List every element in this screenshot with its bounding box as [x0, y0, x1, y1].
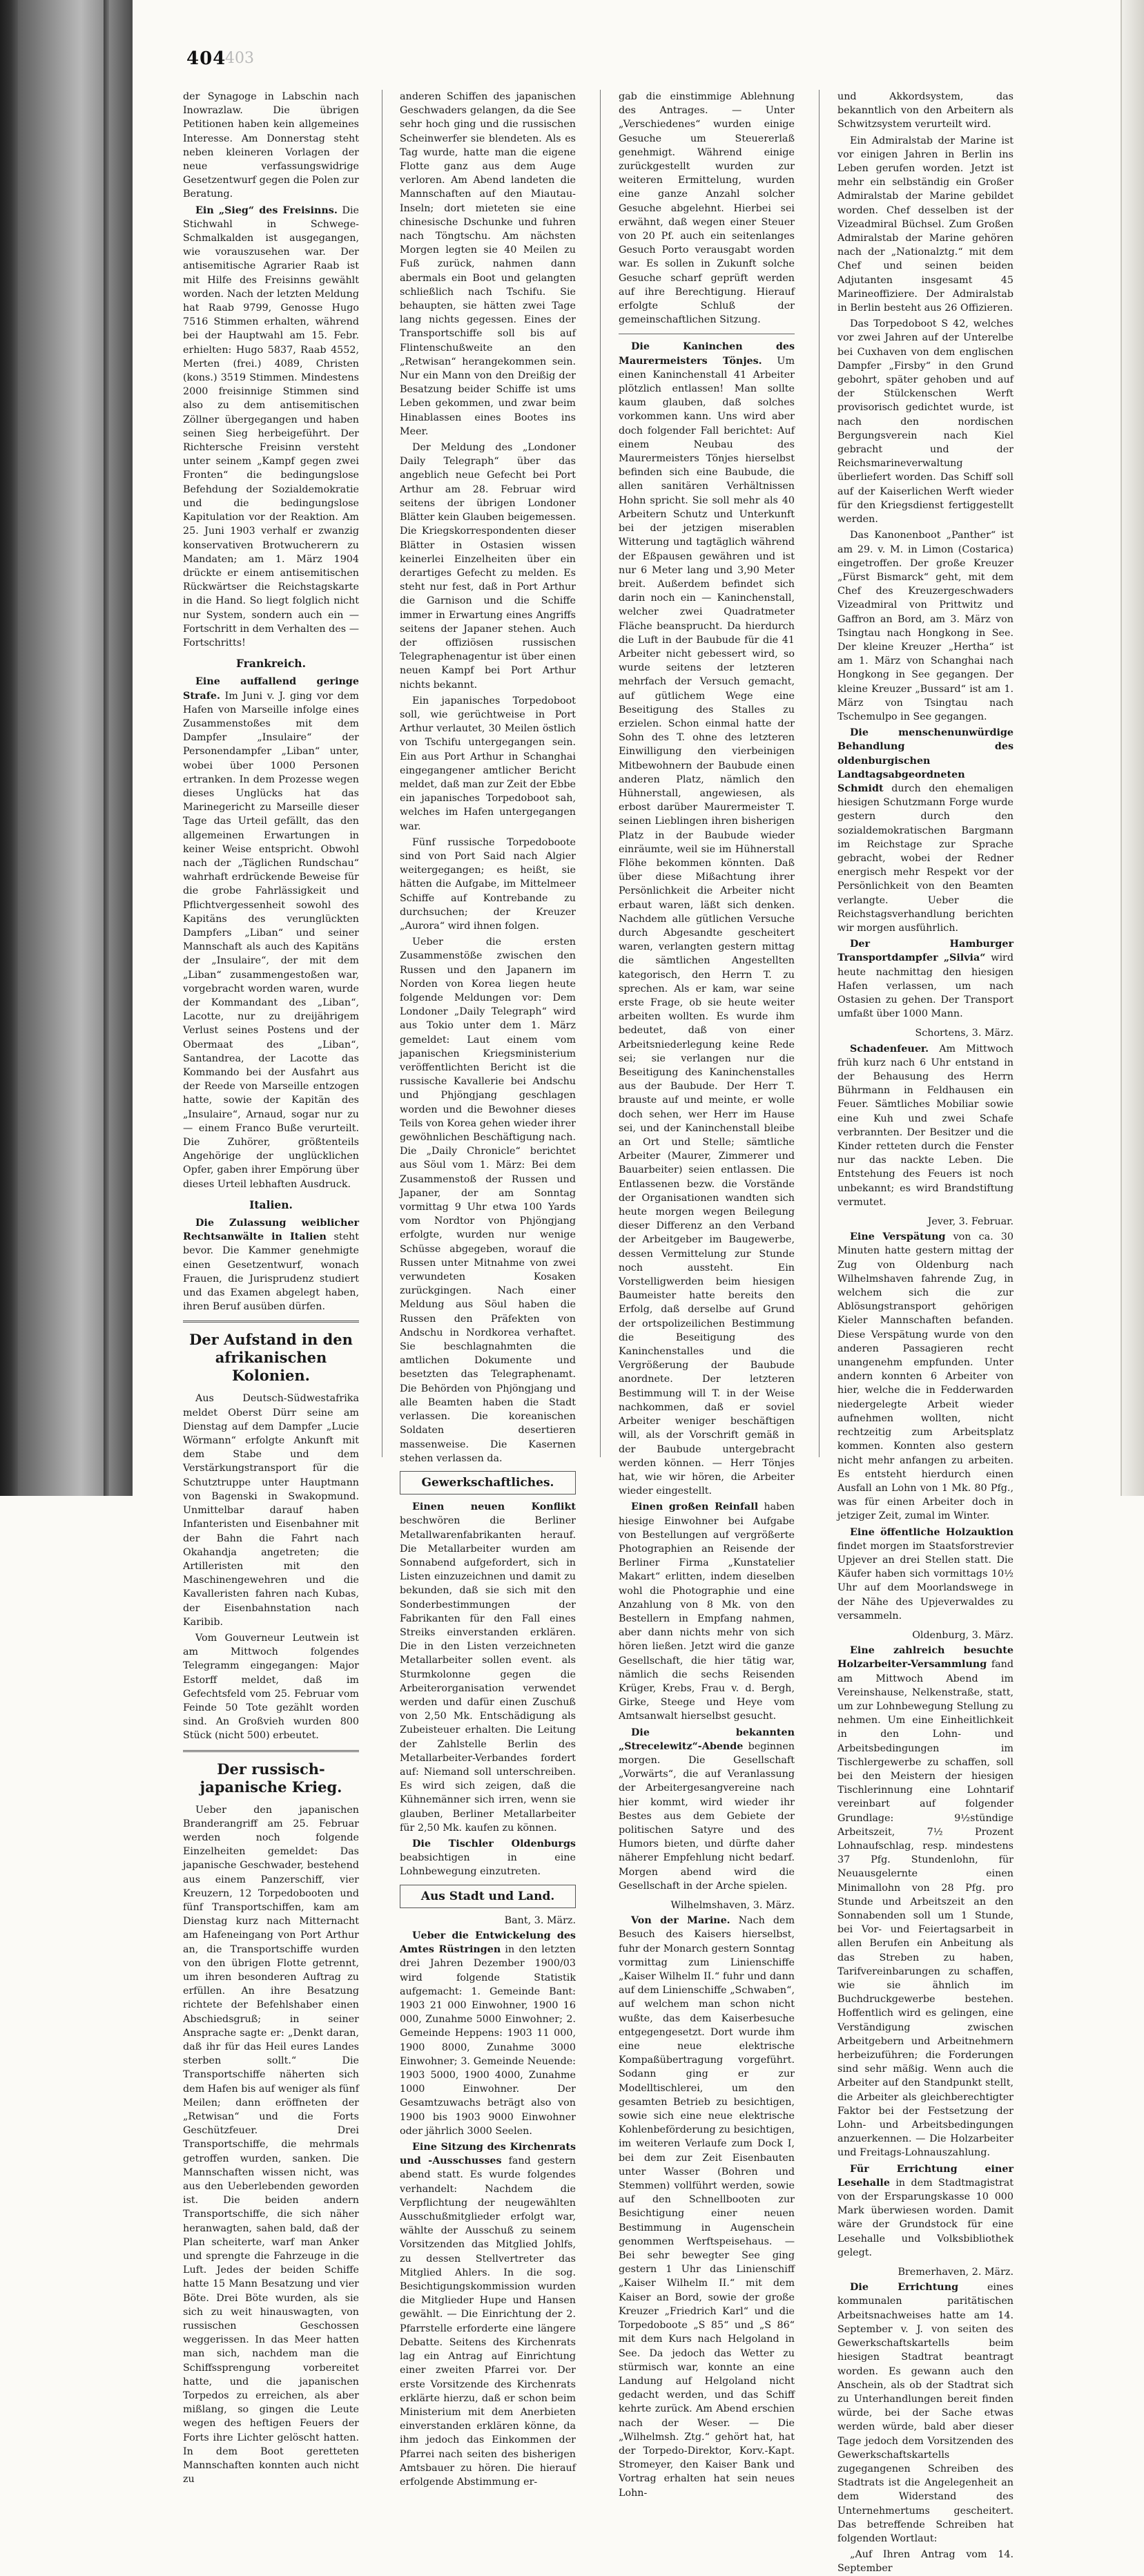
scan-edge-left [0, 0, 18, 1496]
newspaper-page [138, 28, 1101, 2575]
paragraph: Ein japanisches Torpedoboot soll, wie gerüchtweise in Port Arthur verlautet, 30 Meilen östlich von Tschifu untergegangen sein. Ein aus Port Arthur in Schanghai eingegangener amtlicher Bericht meldet, daß man zur Zeit der Ebbe ein japanisches Torpedoboot sah, welches im Hafen untergegangen war. [400, 695, 576, 832]
paragraph-body: beginnen morgen. Die Gesellschaft „Vorwärts“, die auf Veranlassung der Arbeitergesangvereine nach hier kommt, wird wieder ihr Bestes aus dem Gebiete der politischen Satyre und des Humors bieten, und dürfte daher näherer Empfehlung nicht bedarf. Morgen abend wird die Gesellschaft in der Arche spielen. [619, 1740, 795, 1892]
paragraph [837, 2280, 1014, 2546]
dateline: Oldenburg, 3. März. [912, 1629, 1014, 1641]
paragraph: Ueber die ersten Zusammenstöße zwischen den Russen und den Japanern im Norden von Korea liegen heute folgende Meldungen vor: Dem Londoner „Daily Telegraph“ wird aus Tokio unter dem 1. März gemeldet: Laut einem vom japanischen Kriegsministerium veröffentlichten Bericht ist die russische Kavallerie bei Andschu und Phjöngjang geschlagen worden und die Bewohner dieses Teils von Korea gehen wieder ihrer gewöhnlichen Beschäftigung nach. Die „Daily Chronicle“ berichtet aus Söul vom 1. März: Bei dem Zusammenstoß der Russen und Japaner, der am Sonntag vormittag 9 Uhr etwa 100 Yards vom Nordtor von Phjöngjang erfolgte, wurden nur wenige Schüsse abgegeben, worauf die Russen unter Mitnahme von zwei verwundeten Kosaken zurückgingen. Nach einer Meldung aus Söul haben die Russen den Präfekten von Andschu in Nordkorea verhaftet. Sie beschlagnahmten die amtlichen Dokumente und besetzten das Telegraphenamt. Die Behörden von Phjöngjang und alle Beamten haben die Stadt verlassen. Die koreanischen Soldaten desertieren massenweise. Die Kasernen stehen verlassen da. [400, 936, 576, 1464]
paragraph-lead: Für Errichtung einer Lesehalle [837, 2163, 1014, 2189]
paragraph-body: in den letzten drei Jahren Dezember 1900/03 wird folgende Statistik aufgemacht: 1. Gemeinde Bant: 1903 21 000 Einwohner, 1900 16 000, Zunahme 5000 Einwohner; 2. Gemeinde Heppens: 1903 11 000, 1900 8000, Zunahme 3000 Einwohner; 3. Gemeinde Neuende: 1903 5000, 1900 4000, Zunahme 1000 Einwohner. Der Gesamtzuwachs beträgt also von 1900 bis 1903 9000 Einwohner oder jährlich 3000 Seelen. [400, 1944, 576, 2137]
column-4 [837, 90, 1014, 2575]
paragraph-lead: Die Kaninchen des Maurermeisters Tönjes. [619, 341, 795, 367]
paragraph-lead: Ein „Sieg“ des Freisinns. [195, 204, 338, 216]
separator [183, 1750, 359, 1752]
binding-stripe [104, 0, 109, 1496]
column-rule [819, 90, 820, 1457]
paragraph-lead: Die Tischler Oldenburgs [412, 1838, 576, 1849]
section-heading: Frankreich. [236, 657, 306, 671]
paragraph [837, 937, 1014, 1021]
paragraph-body: eines kommunalen paritätischen Arbeitsnachweises hatte am 14. September v. J. von seiten des Gewerkschaftskartells beim hiesigen Stadtrat beantragt worden. Es gewann auch den Anschein, als ob der Stadtrat sich zu Unterhandlungen bereit finden würde, bei der Sache etwas werden würde, bald aber dieser Tage jedoch dem Vorsitzenden des Gewerkschaftskartells zugegangenen Schreiben des Stadtrats ist die Angelegenheit an dem Widerstand des Unternehmertums gescheitert. Das betreffende Schreiben hat folgenden Wortlaut: [837, 2282, 1014, 2544]
paragraph: Fünf russische Torpedoboote sind von Port Said nach Algier weitergegangen; es heißt, sie hätten die Aufgabe, im Mittelmeer Schiffe auf Kontrebande zu durchsuchen; der Kreuzer „Aurora“ wird ihnen folgen. [400, 836, 576, 932]
paragraph [619, 1726, 795, 1893]
paragraph [837, 2162, 1014, 2260]
paragraph: gab die einstimmige Ablehnung des Antrages. — Unter „Verschiedenes“ wurden einige Gesuche um Steuererlaß genehmigt. Während einige zurückgestellt wurden zur weiteren Ermittelung, wurden eine ganze Anzahl solcher Gesuche abgelehnt. Hierbei sei erwähnt, daß wegen einer Steuer von 20 Pf. auch ein seitenlanges Gesuch Porto verausgabt worden war. Es sollen in Zukunft solche Gesuche scharf geprüft werden auf ihre Berechtigung. Hierauf erfolgte Schluß der gemeinschaftlichen Sitzung. [619, 91, 795, 326]
paragraph-lead: Eine Verspätung [850, 1231, 946, 1243]
paragraph: Das Torpedoboot S 42, welches vor zwei Jahren auf der Unterelbe bei Cuxhaven von dem englischen Dampfer „Firsby“ in den Grund gebohrt, später gehoben und auf der Stülckenschen Werft provisorisch gedichtet wurde, ist nach den nordischen Bergungsverein nach Kiel gebracht und der Reichsmarineverwaltung überliefert worden. Das Schiff soll auf der Kaiserlichen Werft wieder für den Kriegsdienst fertiggestellt werden. [837, 318, 1014, 526]
paragraph-lead: Eine öffentliche Holzauktion [850, 1526, 1014, 1538]
dateline: Jever, 3. Februar. [927, 1216, 1014, 1228]
paragraph-lead: Die Errichtung [850, 2282, 959, 2294]
paragraph [400, 1500, 576, 1835]
paragraph: Vom Gouverneur Leutwein ist am Mittwoch folgendes Telegramm eingegangen: Major Estorff meldet, daß im Gefechtsfeld vom 25. Februar vom Feinde 50 Tote gezählt worden sind. An Großvieh wurden 800 Stück (nicht 500) erbeutet. [183, 1632, 359, 1742]
paragraph-lead: Einen neuen Konflikt [412, 1501, 576, 1513]
scan-edge-right [1121, 0, 1144, 1496]
paragraph-lead: Von der Marine. [631, 1915, 730, 1927]
paragraph-lead: Eine Sitzung des Kirchenrats und -Ausschusses [400, 2142, 576, 2167]
paragraph-body: Im Juni v. J. ging vor dem Hafen von Marseille infolge eines Zusammenstoßes mit dem Dampfer „Insulaire“ der Personendampfer „Liban“ unter, wobei über 1000 Personen ertranken. In dem Prozesse wegen dieses Unglücks hat das Marinegericht zu Marseille dieser Tage das Urteil gefällt, das den allgemeinen Erwartungen in keiner Weise entspricht. Obwohl nach der „Täglichen Rundschau“ wahrhaft erdrückende Beweise für die grobe Fahrlässigkeit und Pflichtvergessenheit sowohl des Kapitäns des verunglückten Dampfers „Liban“ und seiner Mannschaft als auch des Kapitäns der „Insulaire“, der mit dem „Liban“ zusammengestoßen war, vorgebracht worden waren, wurde der Kommandant des „Liban“, Lacotte, nur zu dreijährigem Verlust seines Postens und der Obermaat des „Liban“, Santandrea, der Lacotte das Kommando bei der Ausfahrt aus der Reede von Marseille entzogen hatte, sowie der Kapitän des „Insulaire“, Arnaud, sogar nur zu — einem Franco Buße verurteilt. Die Zuhörer, größtenteils Angehörige der unglücklichen Opfer, gaben ihrer Empörung über dieses Urteil lebhaften Ausdruck. [183, 690, 359, 1190]
section-box-heading: Aus Stadt und Land. [400, 1885, 576, 1908]
paragraph [837, 1042, 1014, 1209]
separator [183, 1320, 359, 1323]
section-box-heading: Gewerkschaftliches. [400, 1471, 576, 1494]
dateline: Bant, 3. März. [504, 1914, 576, 1926]
paragraph [837, 1230, 1014, 1523]
section-heading: Italien. [249, 1198, 293, 1211]
paragraph-lead: Schadenfeuer. [850, 1043, 929, 1055]
paragraph [619, 340, 795, 1498]
paragraph [837, 1526, 1014, 1623]
paragraph-body: Die Stichwahl in Schwege-Schmalkalden ist ausgegangen, wie vorauszusehen war. Der antisemitische Agrarier Raab ist mit Hilfe des Freisinns gewählt worden. Nach der letzten Meldung hat Raab 9799, Genosse Hugo 7516 Stimmen erhalten, während bei der Hauptwahl am 15. Febr. erhielten: Hugo 5837, Raab 4552, Merten (frei.) 4089, Christen (kons.) 3519 Stimmen. Mindestens 2000 freisinnige Stimmen sind also zu dem antisemitischen Zöllner übergegangen und haben seinen Sieg herbeigeführt. Der Richtersche Freisinn versteht unter seinem „Kampf gegen zwei Fronten“ die bedingungslose Befehdung der Sozialdemokratie und die bedingungslose Kapitulation vor der Reaktion. Am 25. Juni 1903 verhalf er zwanzig konservativen Brotwucherern zu Mandaten; am 1. März 1904 drückte er einem antisemitischen Rückwärtser die Reichstagskarte in die Hand. So liegt folglich nicht nur System, sondern auch ein — Fortschritt in dem Verhalten des — Fortschritts! [183, 204, 359, 648]
page-number: 404 [186, 48, 226, 69]
paragraph-lead: Die Zulassung weiblicher Rechtsanwälte in Italien [183, 1218, 359, 1243]
paragraph [183, 675, 359, 1191]
dateline: Schortens, 3. März. [915, 1028, 1014, 1039]
paragraph-body: wird heute nachmittag den hiesigen Hafen verlassen, um nach Ostasien zu gehen. Der Transport umfaßt über 1000 Mann. [837, 952, 1014, 1020]
paragraph: Der Meldung des „Londoner Daily Telegraph“ über das angeblich neue Gefecht bei Port Arthur am 28. Februar wird seitens der übrigen Londoner Blätter kein Glauben beigemessen. Die Kriegskorrespondenten dieser Blätter in Ostasien wissen keinerlei Einzelheiten über ein derartiges Gefecht zu melden. Es steht nur fest, daß in Port Arthur die Garnison und die Schiffe immer in Erwartung eines Angriffs seitens der Japaner stehen. Auch der offiziösen russischen Telegraphenagentur ist über einen neuen Kampf bei Port Arthur nichts bekannt. [400, 442, 576, 691]
paragraph-lead: Die bekannten „Strecelewitz“-Abende [619, 1727, 795, 1752]
paragraph [400, 1837, 576, 1879]
paragraph [183, 1216, 359, 1314]
paragraph: anderen Schiffen des japanischen Geschwaders gelangen, da die See sehr hoch ging und die russischen Scheinwerfer sie blendeten. Als es Tag wurde, hatte man die eigene Flotte ganz aus dem Auge verloren. Am Abend landeten die Mannschaften auf den Miautau-Inseln; dort mieteten sie eine chinesische Dschunke und fuhren nach Töngtschu. Am nächsten Morgen legten sie 40 Meilen zu Fuß zurück, nahmen dann abermals ein Boot und gelangten schließlich nach Tschifu. Sie behaupten, sie hätten zwei Tage lang nichts gegessen. Eines der Transportschiffe soll bis auf Flintenschußweite an den „Retwisan“ herangekommen sein. Nur ein Mann von den Dreißig der Besatzung beider Schiffe ist ums Leben gekommen, und zwar beim Hinablassen eines Bootes ins Meer. [400, 91, 576, 437]
column-rule [600, 90, 601, 1457]
paragraph-body: steht bevor. Die Kammer genehmigte einen Gesetzentwurf, wonach Frauen, die Jurisprudenz studiert und das Examen abgelegt haben, ihren Beruf ausüben dürfen. [183, 1231, 360, 1313]
paragraph: Ueber den japanischen Branderangriff am 25. Februar werden noch folgende Einzelheiten gemeldet: Das japanische Geschwader, bestehend aus einem Panzerschiff, vier Kreuzern, 12 Torpedobooten und fünf Transportschiffen, kam am Dienstag kurz nach Mitternacht am Hafeneingang von Port Arthur an, die Transportschiffe wurden von den übrigen Flotte getrennt, um ihren besonderen Auftrag zu erfüllen. An ihre Besatzung richtete der Befehlshaber einen Abschiedsgruß; in seiner Ansprache sagte er: „Denkt daran, daß ihr für das Heil eures Landes sterben sollt.“ Die Transportschiffe näherten sich dem Hafen bis auf weniger als fünf Meilen; dann eröffneten der „Retwisan“ und die Forts Geschützfeuer. Drei Transportschiffe, die mehrmals getroffen wurden, sanken. Die Mannschaften wissen nicht, was aus den Ueberlebenden geworden ist. Die beiden andern Transportschiffe, die sich näher heranwagten, sahen bald, daß der Plan scheiterte, warf man Anker und sprengte die Fahrzeuge in die Luft. Jedes der beiden Schiffe hatte 15 Mann Besatzung und vier Böte. Drei Böte wurden, als sie sich zu weit hinauswagten, von russischen Geschossen weggerissen. In das Meer hatten man sich, nachdem man die Schiffssprengung vorbereitet hatte, und die japanischen Torpedos zu erreichen, als aber mißlang, so gingen die Leute wegen des heftigen Feuers der Forts ihre Lichter gelöscht hatten. In dem Boot geretteten Mannschaften konnten auch nicht zu [183, 1804, 359, 2486]
paragraph-lead: Ueber die Entwickelung des Amtes Rüstringen [400, 1930, 576, 1956]
paragraph-body: haben hiesige Einwohner bei Aufgabe von Bestellungen auf vergrößerte Photographien an Reisende der Berliner Firma „Kunstatelier Makart“ erlitten, indem dieselben wohl die Photographie und eine Anzahlung von 8 Mk. von den Bestellern in Empfang nahmen, aber dann nichts mehr von sich hören ließen. Jetzt wird die ganze Gesellschaft, die hier tätig war, nämlich die sechs Reisenden Krüger, Krebs, Frau v. d. Bergh, Girke, Steege und Heye vom Amtsanwalt hierselbst gesucht. [619, 1501, 795, 1722]
paragraph: Das Kanonenboot „Panther“ ist am 29. v. M. in Limon (Costarica) eingetroffen. Der große Kreuzer „Fürst Bismarck“ geht, mit dem Chef des Kreuzergeschwaders Vizeadmiral von Prittwitz und Gaffron an Bord, am 3. März von Tsingtau nach Hongkong in See. Der kleine Kreuzer „Hertha“ ist am 1. März von Schanghai nach Hongkong in See gegangen. Der kleine Kreuzer „Bussard“ ist am 1. März von Tsingtau nach Tschemulpo in See gegangen. [837, 530, 1014, 722]
paragraph-lead: Eine auffallend geringe Strafe. [183, 676, 359, 702]
paragraph: Ein Admiralstab der Marine ist vor einigen Jahren in Berlin ins Leben gerufen worden. Jetzt ist mehr ein selbständig ein Großer Admiralstab der Marine gebildet worden. Chef desselben ist der Vizeadmiral Büchsel. Zum Großen Admiralstab der Marine gehören nach der „Nationalztg.“ mit dem Chef und seinen beiden Adjutanten insgesamt 45 Marineoffiziere. Der Admiralstab in Berlin besteht aus 26 Offizieren. [837, 135, 1014, 314]
paragraph-body: in dem Stadtmagistrat von der Ersparungskasse 10 000 Mark überwiesen worden. Damit wäre der Grundstock für eine Lesehalle und Volksbibliothek gelegt. [837, 2177, 1014, 2258]
paragraph [619, 1500, 795, 1723]
paragraph [619, 1914, 795, 2500]
paragraph-body: von ca. 30 Minuten hatte gestern mittag der Zug von Oldenburg nach Wilhelmshaven fahrende Zug, in welchem sich die zur Ablösungstransport gehörigen Kieler Mannschaften befanden. Diese Verspätung wurde von den anderen Passagieren recht unangenehm empfunden. Unter andern konnten 6 Arbeiter von hier, welche die in Fedderwarden niedergelegte Arbeit wieder aufnehmen wollten, nicht rechtzeitig zum Arbeitsplatz kommen. Konnten also gestern nicht mehr anfangen zu arbeiten. Es entsteht hierdurch einen Ausfall an Lohn von 1 Mk. 80 Pfg., was für einen Arbeiter doch in jetziger Zeit, zumal im Winter. [837, 1231, 1014, 1522]
paragraph [837, 1644, 1014, 2160]
paragraph-lead: Einen großen Reinfall [631, 1501, 759, 1513]
paragraph: der Synagoge in Labschin nach Inowrazlaw. Die übrigen Petitionen haben kein allgemeines Interesse. Am Donnerstag steht neben kleineren Vorlagen der neue verfassungswidrige Gesetzentwurf gegen die Polen zur Beratung. [183, 91, 359, 200]
paragraph [183, 204, 359, 651]
paragraph: „Auf Ihren Antrag vom 14. September [837, 2549, 1014, 2575]
paragraph-body: fand am Mittwoch Abend im Vereinshause, Nelkenstraße, statt, um zur Lohnbewegung Stellung zu nehmen. Um eine Einheitlichkeit in den Lohn- und Arbeitsbedingungen im Tischlergewerbe zu schaffen, soll bei den Meistern der hiesigen Tischlerinnung eine Lohntarif vereinbart auf folgender Grundlage: 9½stündige Arbeitszeit, 7½ Prozent Lohnaufschlag, resp. mindestens 37 Pfg. Stundenlohn, für Neuausgelernte einen Minimallohn von 28 Pfg. pro Stunde und Arbeitszeit an den Sonnabenden soll um 1 Stunde, bei Vor- und Feiertagsarbeit in allen Berufen ein Anbeitung als das Streben zu haben, Tarifvereinbarungen zu schaffen, wie sie ähnlich im Buchdruckgewerbe bestehen. Hoffentlich wird es gelingen, eine Verständigung zwischen Arbeitgebern und Arbeitnehmern herbeizuführen; die Forderungen sind sehr mäßig. Wenn auch die Arbeiter auf den Standpunkt stellt, die Arbeiter als gleichberechtigter Faktor bei der Festsetzung der Lohn- und Arbeitsbedingungen anzuerkennen. — Die Holzarbeiter und Freitags-Lohnauszahlung. [837, 1659, 1014, 2159]
paragraph-lead: Eine zahlreich besuchte Holzarbeiter-Versammlung [837, 1645, 1014, 1671]
column-2 [400, 90, 576, 2488]
paragraph [400, 1929, 576, 2138]
paragraph-lead: Der Hamburger Transportdampfer „Silvia“ [837, 939, 1014, 964]
headline: Der Aufstand in den afrikanischen Kolonien. [189, 1331, 353, 1385]
paragraph-body: Am Mittwoch früh kurz nach 6 Uhr entstand in der Behausung des Herrn Bührmann in Feldhausen ein Feuer. Sämtliches Mobiliar sowie eine Kuh und zwei Schafe verbrannten. Der Besitzer und die Kinder retteten durch die Fenster nur das nackte Leben. Die Entstehung des Feuers ist noch unbekannt; es wird Brandstiftung vermutet. [837, 1043, 1014, 1208]
paragraph [837, 726, 1014, 935]
faint-page-mark: 403 [225, 50, 254, 67]
paragraph-body: beabsichtigen in eine Lohnbewegung einzutreten. [400, 1852, 576, 1878]
paragraph-body: fand gestern abend statt. Es wurde folgendes verhandelt: Nachdem die Verpflichtung der neugewählten Ausschußmitglieder erfolgt war, wählte der Ausschuß zu seinem Vorsitzenden das Mitglied Johlfs, zu dessen Stellvertreter das Mitglied Ahlers. In die sog. Besichtigungskommission wurden die Mitglieder Hupe und Hansen gewählt. — Die Einrichtung der 2. Pfarrstelle erforderte eine längere Debatte. Seitens des Kirchenrats lag ein Antrag auf Einrichtung einer zweiten Pfarrei vor. Der erste Vorsitzende des Kirchenrats erklärte hierzu, daß er schon beim Ministerium mit dem Anerbieten einverstanden erklären könne, da ihm jedoch das Einkommen der Pfarrei nach seiten des bisherigen Amtsbauer zu hören. Die hierauf erfolgende Abstimmung er- [400, 2155, 576, 2488]
headline: Der russisch-japanische Krieg. [200, 1760, 342, 1796]
column-1 [183, 90, 360, 2486]
paragraph-body: Nach dem Besuch des Kaisers hierselbst, fuhr der Monarch gestern Sonntag vormittag zum Linienschiffe „Kaiser Wilhelm II.“ fuhr und dann auf dem Linienschiffe „Schwaben“, auf welchem man schon nicht wußte, das dem Kaiserbesuche entgegengesetzt. Dort wurde ihm eine neue elektrische Kompaßübertragung vorgeführt. Sodann ging er zur Modelltischlerei, um den gesamten Betrieb zu besichtigen, sowie sich eine neue elektrische Kohlenbeförderung zu besichtigen, im weiteren Verlaufe zum Dock I, bei dem zur Zeit Eisenbauten unter Wasser (Bohren und Stemmen) vollführt werden, sowie auf den Schnellbooten zur Besichtigung einer neuen Bestimmung in Augenschein genommen Werftspeisehaus. — Bei sehr bewegter See ging gestern 1 Uhr das Linienschiff „Kaiser Wilhelm II.“ mit dem Kaiser an Bord, sowie der große Kreuzer „Friedrich Karl“ und die Torpedoboote „S 85“ und „S 86“ mit dem Kurs nach Helgoland in See. Da jedoch das Wetter zu stürmisch war, konnte an eine Landung auf Helgoland nicht gedacht werden, und das Schiff kehrte zurück. Am Abend erschien nach der Weser. — Die „Wilhelmsh. Ztg.“ gehört hat, hat der Torpedo-Direktor, Korv.-Kapt. Stromeyer, den Kaiser Bank und Vortrag erhalten hat sein neues Lohn- [619, 1915, 795, 2499]
dateline: Wilhelmshaven, 3. März. [670, 1900, 795, 1911]
column-3 [619, 90, 795, 2499]
paragraph-body: Um einen Kaninchenstall 41 Arbeiter plötzlich entlassen! Man sollte kaum glauben, daß solches vorkommen kann. Uns wird aber doch folgender Fall berichtet: Auf einem Neubau des Maurermeisters Tönjes hierselbst befinden sich eine Baubude, die allen sanitären Verhältnissen Hohn spricht. Sie soll mehr als 40 Arbeitern Schutz und Unterkunft bei der jetzigen miserablen Witterung und tagtäglich während der Eßpausen gewähren und ist nur 6 Meter lang und 3,90 Meter breit. Außerdem befindet sich darin noch ein — Kaninchenstall, welcher zwei Quadratmeter Fläche beansprucht. Da hierdurch die Luft in der Baubude für die 41 Arbeiter nicht gebessert wird, so wurde seitens der letzteren mehrfach der Versuch gemacht, auf gütlichem Wege eine Beseitigung des Stalles zu erzielen. Schon einmal hatte der Sohn des T. ohne des letzteren Einwilligung den vierbeinigen Mitbewohnern der Baubude einen anderen Platz, nämlich den Hühnerstall, angewiesen, als erbost darüber Maurermeister T. seinen Lieblingen ihren bisherigen Platz in der Baubude wieder einräumte, weil sie im Hühnerstall Flöhe bekommen könnten. Daß über diese Mißachtung ihrer Persönlichkeit die Arbeiter nicht erbaut waren, läßt sich denken. Nachdem alle gütlichen Versuche durch Abgesandte gescheitert waren, verlangten gestern mittag die sämtlichen Angestellten kategorisch, den Herrn T. zu sprechen. Als er kam, war seine erste Frage, ob sie heute weiter arbeiten wollten. Es wurde ihm bedeutet, daß von einer Arbeitsniederlegung keine Rede sei; sie verlangen nur die Beseitigung des Kaninchenstalles aus der Baubude. Der Herr T. brauste auf und meinte, er wolle doch sehen, wer Herr im Hause sei, und der Kaninchenstall bleibe an Ort und Stelle; sämtliche Arbeiter (Maurer, Zimmerer und Bauarbeiter) seien entlassen. Die Entlassenen bezw. die Vorstände der Organisationen wandten sich heute morgen wegen Beilegung dieser Differenz an den Verband der Arbeitgeber im Baugewerbe, dessen Vermittelung zur Stunde noch aussteht. Ein Vorstelligwerden beim hiesigen Baumeister hatte bereits den Erfolg, daß derselbe auf Grund der ortspolizeilichen Bestimmung die Beseitigung des Kaninchenstalles und die Vergrößerung der Baubude anordnete. Der letzteren Bestimmung will T. in der Weise nachkommen, daß er soviel Arbeiter weniger beschäftigen will, als der Vorschrift gemäß in der Baubude untergebracht werden können. — Herr Tönjes hat, wie wir hören, die Arbeiter wieder eingestellt. [619, 355, 795, 1497]
dateline: Bremerhaven, 2. März. [898, 2267, 1014, 2278]
paragraph: Aus Deutsch-Südwestafrika meldet Oberst Dürr seine am Dienstag auf dem Dampfer „Lucie Wörmann“ erfolgte Ankunft mit dem Stabe und dem Verstärkungstransport für die Schutztruppe unter Hauptmann von Bagenski in Swakopmund. Unmittelbar darauf haben Infanteristen und Eisenbahner mit der Bahn die Fahrt nach Okahandja angetreten; die Artilleristen mit den Maschinengewehren und die Kavalleristen fahren nach Kubas, der Eisenbahnstation nach Karibib. [183, 1393, 359, 1628]
book-binding [18, 0, 133, 1496]
paragraph [400, 2140, 576, 2489]
paragraph: und Akkordsystem, das bekanntlich von den Arbeitern als Schwitzsystem verurteilt wird. [837, 91, 1014, 131]
paragraph-body: durch den ehemaligen hiesigen Schutzmann Forge wurde gestern durch den sozialdemokratischen Bargmann im Reichstage zur Sprache gebracht, wobei der Redner energisch mehr Respekt vor der Persönlichkeit von den Beamten verlangte. Ueber die Reichstagsverhandlung berichten wir morgen ausführlich. [837, 782, 1014, 934]
paragraph-body: findet morgen im Staatsforstrevier Upjever an drei Stellen statt. Die Käufer haben sich vormittags 10½ Uhr auf dem Moorlandswege in der Nähe des Upjeverwaldes zu versammeln. [837, 1540, 1014, 1622]
paragraph-body: beschwören die Berliner Metallwarenfabrikanten herauf. Die Metallarbeiter wurden am Sonnabend aufgefordert, sich in Listen einzuzeichnen und damit zu bekunden, daß sie sich mit den Sonderbestimmungen der Fabrikanten für den Fall eines Streiks einverstanden erklären. Die in den Listen verzeichneten Metallarbeiter sollen event. als Sturmkolonne gegen die Arbeiterorganisation verwendet werden und dafür einen Zuschuß von 2,50 Mk. Entschädigung als Zubeisteuer erhalten. Die Leitung der Zahlstelle Berlin des Metallarbeiter-Verbandes fordert auf: Niemand soll unterschreiben. Es wird sich zeigen, daß die Kühnemänner sich irren, wenn sie glauben, Berliner Metallarbeiter für 2,50 Mk. kaufen zu können. [400, 1515, 576, 1834]
paragraph-lead: Die menschenunwürdige Behandlung des oldenburgischen Landtagsabgeordneten Schmidt [837, 727, 1014, 794]
